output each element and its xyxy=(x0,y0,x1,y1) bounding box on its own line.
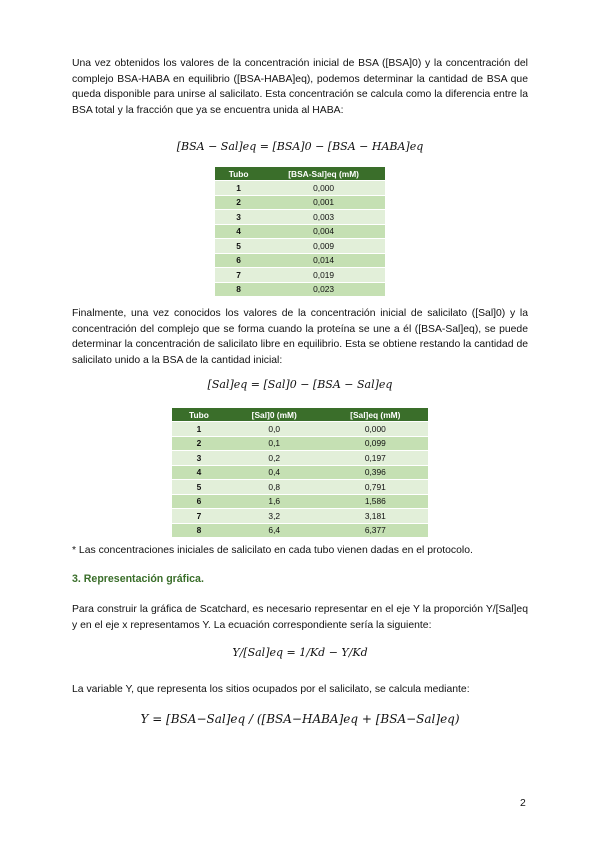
table-cell: 0,014 xyxy=(262,253,385,268)
table-cell: 0,009 xyxy=(262,239,385,254)
table-cell: 0,4 xyxy=(226,465,323,480)
table-cell: 0,197 xyxy=(323,451,428,466)
page-number: 2 xyxy=(520,798,526,809)
table-row xyxy=(172,494,428,509)
column-header: [BSA-Sal]eq (mM) xyxy=(262,167,385,181)
table-cell: 2 xyxy=(215,195,262,210)
table-cell: 0,396 xyxy=(323,465,428,480)
table-row xyxy=(172,509,428,524)
table-row xyxy=(172,451,428,466)
table-cell: 0,019 xyxy=(262,268,385,283)
table-cell: 3,2 xyxy=(226,509,323,524)
table-row xyxy=(215,210,385,225)
table-cell: 0,004 xyxy=(262,224,385,239)
table-cell: 0,791 xyxy=(323,480,428,495)
table-cell: 0,023 xyxy=(262,282,385,296)
table-cell: 3,181 xyxy=(323,509,428,524)
table-cell: 6,4 xyxy=(226,523,323,537)
footnote: * Las concentraciones iniciales de salicilato en cada tubo vienen dadas en el protocolo. xyxy=(72,545,473,556)
table-row xyxy=(215,282,385,296)
paragraph-scatchard: Para construir la gráfica de Scatchard, es necesario representar en el eje Y la proporción Y/[Sal]eq y en el eje x representamos Y. La ecuación correspondiente sería la siguiente: xyxy=(72,604,528,631)
table-cell: 0,000 xyxy=(323,422,428,437)
table-cell: 1 xyxy=(172,422,226,437)
table-row xyxy=(215,253,385,268)
table-cell: 0,0 xyxy=(226,422,323,437)
paragraph-variable-y: La variable Y, que representa los sitios ocupados por el salicilato, se calcula mediante: xyxy=(72,684,470,695)
equation-y: Y = [BSA−Sal]eq / ([BSA−HABA]eq + [BSA−Sal]eq) xyxy=(140,712,460,726)
table-cell: 0,003 xyxy=(262,210,385,225)
section-heading: 3. Representación gráfica. xyxy=(72,573,204,585)
table-row xyxy=(172,523,428,537)
equation-sal-eq: [Sal]eq = [Sal]0 − [BSA − Sal]eq xyxy=(207,378,393,391)
table-cell: 0,1 xyxy=(226,436,323,451)
table-cell: 2 xyxy=(172,436,226,451)
table-cell: 0,001 xyxy=(262,195,385,210)
equation-scatchard: Y/[Sal]eq = 1/Kd − Y/Kd xyxy=(232,646,368,659)
table-row xyxy=(215,239,385,254)
table-row xyxy=(215,181,385,196)
table-cell: 8 xyxy=(215,282,262,296)
column-header: Tubo xyxy=(215,167,262,181)
column-header: Tubo xyxy=(172,408,226,422)
table-row xyxy=(172,480,428,495)
table-cell: 7 xyxy=(215,268,262,283)
table-cell: 0,099 xyxy=(323,436,428,451)
table-cell: 0,000 xyxy=(262,181,385,196)
table-cell: 8 xyxy=(172,523,226,537)
table-row xyxy=(215,195,385,210)
table-cell: 6,377 xyxy=(323,523,428,537)
table-cell: 6 xyxy=(215,253,262,268)
table-cell: 1 xyxy=(215,181,262,196)
table-row xyxy=(172,436,428,451)
table-row xyxy=(215,224,385,239)
table-row xyxy=(172,465,428,480)
table-cell: 1,586 xyxy=(323,494,428,509)
paragraph-bsa-intro: Una vez obtenidos los valores de la concentración inicial de BSA ([BSA]0) y la concentración del complejo BSA-HABA en equilibrio ([BSA-HABA]eq), podemos determinar la cantidad de BSA que queda disponible para unirse al salicilato. Esta concentración se calcula como la diferencia entre la BSA total y la fracción que ya se encuentra unida al HABA: xyxy=(72,58,528,116)
table-cell: 5 xyxy=(172,480,226,495)
equation-bsa-sal: [BSA − Sal]eq = [BSA]0 − [BSA − HABA]eq xyxy=(176,140,424,153)
table-row xyxy=(172,422,428,437)
table-cell: 0,8 xyxy=(226,480,323,495)
column-header: [Sal]0 (mM) xyxy=(226,408,323,422)
table-sal xyxy=(172,408,428,537)
table-cell: 3 xyxy=(215,210,262,225)
table-row xyxy=(215,268,385,283)
table-cell: 1,6 xyxy=(226,494,323,509)
table-cell: 3 xyxy=(172,451,226,466)
table-cell: 4 xyxy=(172,465,226,480)
column-header: [Sal]eq (mM) xyxy=(323,408,428,422)
table-bsa-sal xyxy=(215,167,385,296)
table-cell: 7 xyxy=(172,509,226,524)
table-cell: 4 xyxy=(215,224,262,239)
paragraph-sal-free: Finalmente, una vez conocidos los valores de la concentración inicial de salicilato ([Sal]0) y la concentración del complejo que se forma cuando la proteína se une a él ([BSA-Sal]eq), se puede determinar la concentración de salicilato libre en equilibrio. Esta se obtiene restando la cantidad de salicilato unido a la BSA de la cantidad inicial: xyxy=(72,308,528,366)
table-cell: 0,2 xyxy=(226,451,323,466)
table-cell: 6 xyxy=(172,494,226,509)
table-cell: 5 xyxy=(215,239,262,254)
